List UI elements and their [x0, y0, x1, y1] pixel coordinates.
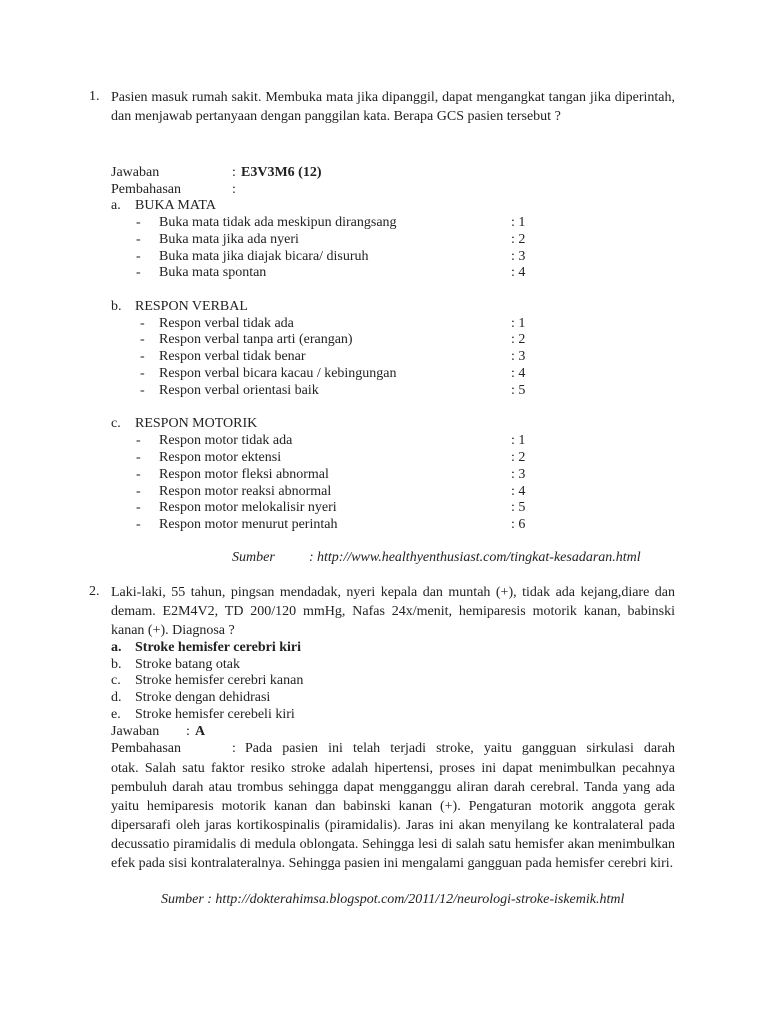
- q2-answer-label: Jawaban: [111, 724, 160, 739]
- list-item-score: : 2: [511, 332, 526, 347]
- list-item-score: : 5: [511, 500, 526, 515]
- list-item-dash: -: [136, 517, 141, 532]
- list-item-dash: -: [136, 467, 141, 482]
- list-item: Respon motor ektensi: [159, 450, 282, 465]
- section-c-title: RESPON MOTORIK: [135, 416, 258, 431]
- option-a-text: Stroke hemisfer cerebri kiri: [135, 640, 302, 655]
- list-item: Respon motor melokalisir nyeri: [159, 500, 337, 515]
- q1-answer-label: Jawaban: [111, 165, 160, 180]
- q2-discussion-label: Pembahasan: [111, 741, 181, 756]
- q1-answer-value: E3V3M6 (12): [241, 165, 322, 180]
- list-item-dash: -: [136, 500, 141, 515]
- list-item: Respon verbal orientasi baik: [159, 383, 319, 398]
- question-2-text: Laki-laki, 55 tahun, pingsan mendadak, nyeri kepala dan muntah (+), tidak ada kejang,diare dan demam. E2M4V2, TD 200/120 mmHg, Nafas 24x/menit, hemiparesis motorik kanan, babinski kanan (+). Diagnosa ?: [111, 585, 675, 638]
- list-item-dash: -: [136, 484, 141, 499]
- q2-discussion-first-line: Pada pasien ini telah terjadi stroke, yaitu gangguan sirkulasi darah: [245, 741, 675, 756]
- list-item: Buka mata jika diajak bicara/ disuruh: [159, 249, 369, 264]
- q2-source-link[interactable]: Sumber : http://dokterahimsa.blogspot.com/2011/12/neurologi-stroke-iskemik.html: [161, 892, 625, 907]
- list-item: Buka mata jika ada nyeri: [159, 232, 299, 247]
- q1-source-colon: :: [309, 550, 314, 565]
- list-item-score: : 4: [511, 484, 526, 499]
- option-e-text: Stroke hemisfer cerebeli kiri: [135, 707, 295, 722]
- q1-source-label: Sumber: [232, 550, 275, 565]
- q1-answer-colon: :: [232, 165, 236, 180]
- q2-answer-value: A: [195, 724, 206, 739]
- question-1-number: 1.: [89, 89, 100, 104]
- list-item-score: : 3: [511, 349, 526, 364]
- option-d-letter: d.: [111, 690, 122, 705]
- q2-discussion-text: otak. Salah satu faktor resiko stroke adalah hipertensi, proses ini dapat menimbulkan pecahnya pembuluh darah atau trombus sehingga dapat mengganggu aliran darah cerebral. Tanda yang ada yaitu hemiparesis motorik kanan dan babinski kanan (+). Pengaturan motorik anggota gerak dipersarafi oleh jaras kortikospinalis (piramidalis). Jaras ini akan menyilang ke kontralateral pada decussatio piramidalis di medula oblongata. Sehingga lesi di salah satu hemisfer akan menimbulkan efek pada sisi kontralateralnya. Sehingga pasien ini mengalami gangguan pada hemisfer cerebri kiri.: [111, 761, 675, 871]
- question-1-text: Pasien masuk rumah sakit. Membuka mata jika dipanggil, dapat mengangkat tangan jika diperintah, dan menjawab pertanyaan dengan panggilan kata. Berapa GCS pasien tersebut ?: [111, 90, 675, 124]
- list-item: Respon verbal tidak benar: [159, 349, 306, 364]
- list-item: Respon verbal tanpa arti (erangan): [159, 332, 353, 347]
- section-c-letter: c.: [111, 416, 121, 431]
- section-b-letter: b.: [111, 299, 122, 314]
- list-item-score: : 6: [511, 517, 526, 532]
- list-item-dash: -: [136, 265, 141, 280]
- list-item: Respon verbal tidak ada: [159, 316, 294, 331]
- option-c-letter: c.: [111, 673, 121, 688]
- list-item-score: : 1: [511, 316, 526, 331]
- option-c-text: Stroke hemisfer cerebri kanan: [135, 673, 304, 688]
- q1-discussion-colon: :: [232, 182, 236, 197]
- option-b-letter: b.: [111, 657, 122, 672]
- section-a-title: BUKA MATA: [135, 198, 216, 213]
- list-item-score: : 4: [511, 265, 526, 280]
- list-item-dash: -: [136, 232, 141, 247]
- list-item-dash: -: [136, 450, 141, 465]
- list-item-dash: -: [140, 383, 145, 398]
- list-item-dash: -: [140, 366, 145, 381]
- list-item-dash: -: [140, 316, 145, 331]
- list-item-dash: -: [136, 249, 141, 264]
- list-item-score: : 1: [511, 433, 526, 448]
- list-item-score: : 3: [511, 467, 526, 482]
- list-item-dash: -: [140, 332, 145, 347]
- option-e-letter: e.: [111, 707, 121, 722]
- list-item: Buka mata tidak ada meskipun dirangsang: [159, 215, 397, 230]
- question-2-number: 2.: [89, 584, 100, 599]
- q1-source-link[interactable]: http://www.healthyenthusiast.com/tingkat-kesadaran.html: [317, 550, 641, 565]
- q2-answer-colon: :: [186, 724, 190, 739]
- list-item: Respon motor fleksi abnormal: [159, 467, 329, 482]
- list-item: Respon verbal bicara kacau / kebingungan: [159, 366, 397, 381]
- list-item-dash: -: [136, 215, 141, 230]
- list-item-dash: -: [140, 349, 145, 364]
- list-item-score: : 2: [511, 232, 526, 247]
- list-item: Respon motor tidak ada: [159, 433, 293, 448]
- list-item-score: : 1: [511, 215, 526, 230]
- q1-discussion-label: Pembahasan: [111, 182, 181, 197]
- q2-discussion-colon: :: [232, 741, 236, 756]
- section-b-title: RESPON VERBAL: [135, 299, 248, 314]
- list-item: Respon motor reaksi abnormal: [159, 484, 332, 499]
- option-a-letter: a.: [111, 640, 122, 655]
- list-item-score: : 5: [511, 383, 526, 398]
- list-item-score: : 2: [511, 450, 526, 465]
- option-d-text: Stroke dengan dehidrasi: [135, 690, 271, 705]
- option-b-text: Stroke batang otak: [135, 657, 240, 672]
- list-item-score: : 4: [511, 366, 526, 381]
- list-item: Respon motor menurut perintah: [159, 517, 338, 532]
- list-item-score: : 3: [511, 249, 526, 264]
- list-item: Buka mata spontan: [159, 265, 267, 280]
- section-a-letter: a.: [111, 198, 121, 213]
- list-item-dash: -: [136, 433, 141, 448]
